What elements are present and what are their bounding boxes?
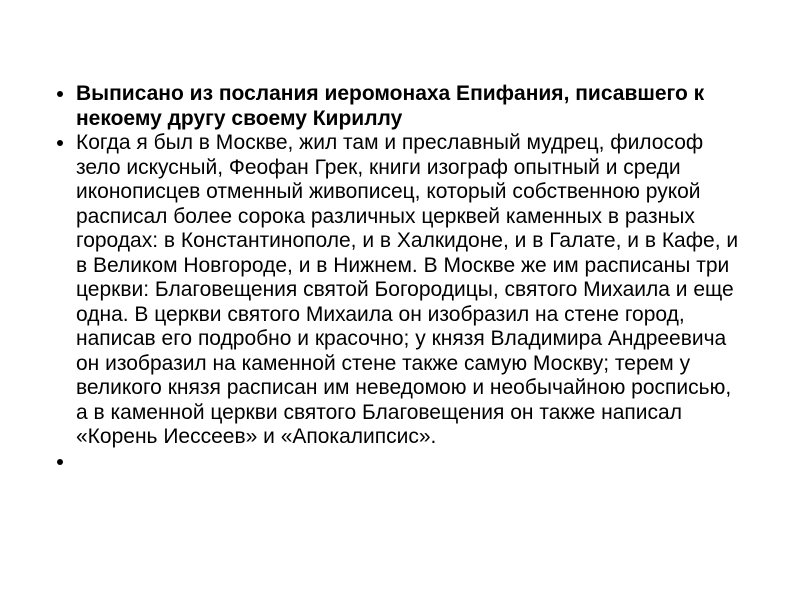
bullet-item-heading (55, 82, 747, 131)
bullet-list (55, 82, 747, 474)
bullet-dot-icon (57, 459, 63, 465)
heading-bullet-text: Выписано из послания иеромонаха Епифания, писавшего к некоему другу своему Кириллу (76, 82, 705, 130)
bullet-dot-icon (57, 91, 63, 97)
bullet-item-body (55, 131, 747, 450)
body-bullet-text: Когда я был в Москве, жил там и преславный мудрец, философ зело искусный, Феофан Грек, книги изограф опытный и среди иконописцев отменный живописец, который собственною рукой расписал более сорока различных церквей каменных в разных городах: в Константинополе, и в Халкидоне, и в Галате, и в Кафе, и в Великом Новгороде, и в Нижнем. В Москве же им расписаны три церкви: Благовещения святой Богородицы, святого Михаила и еще одна. В церкви святого Михаила он изобразил на стене город, написав его подробно и красочно; у князя Владимира Андреевича он изобразил на каменной стене также самую Москву; терем у великого князя расписан им неведомою и необычайною росписью, а в каменной церкви святого Благовещения он также написал «Корень Иессеев» и «Апокалипсис». (76, 131, 739, 448)
bullet-dot-icon (57, 140, 63, 146)
bullet-item-empty (55, 450, 747, 475)
